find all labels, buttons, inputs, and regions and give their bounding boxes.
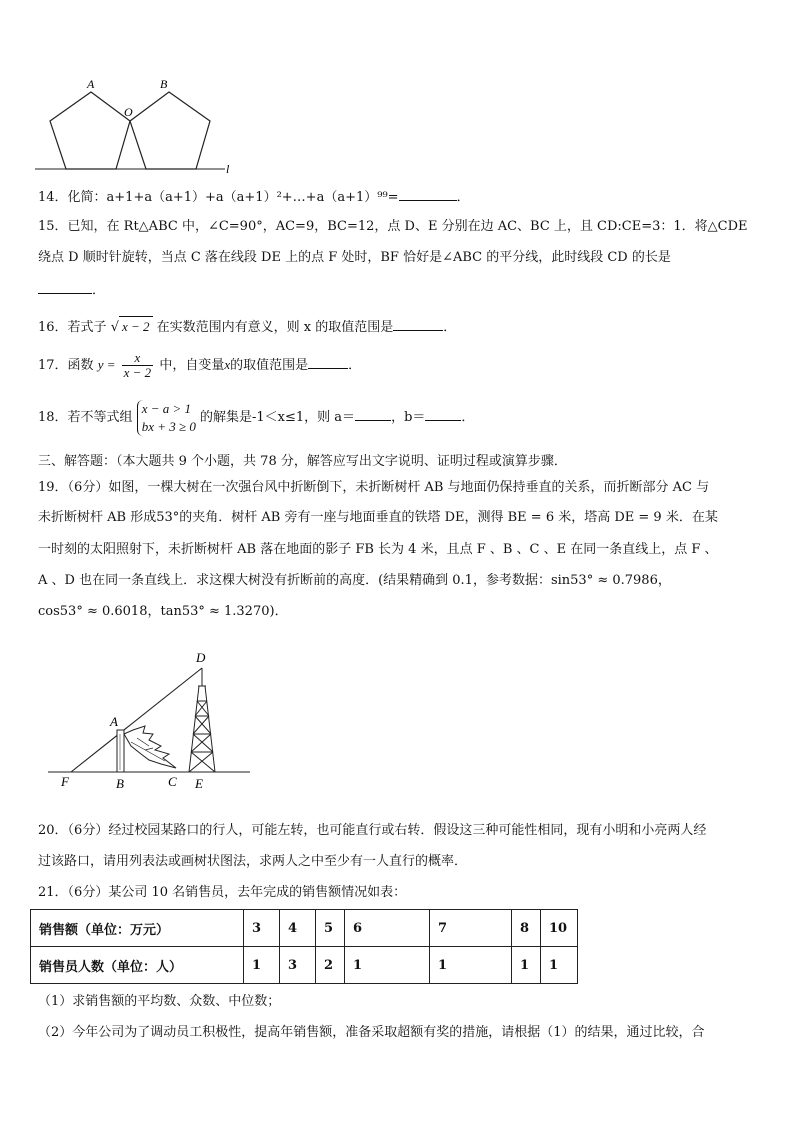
- question-19-line5: cos53° ≈ 0.6018，tan53° ≈ 1.3270)．: [38, 604, 288, 619]
- question-18: 18．若不等式组 x − a > 1 bx + 3 ≥ 0 的解集是-1＜x≤1，则 a＝ ，b＝ ．: [38, 400, 475, 434]
- table-cell: 5: [316, 910, 345, 947]
- table-cell: 1: [541, 947, 578, 984]
- question-15-line2: 绕点 D 顺时针旋转，当点 C 落在线段 DE 上的点 F 处时，BF 恰好是∠ABC 的平分线，此时线段 CD 的长是: [38, 250, 671, 265]
- sales-table: [30, 909, 578, 984]
- question-19-line3: 一时刻的太阳照射下，未折断树杆 AB 落在地面的影子 FB 长为 4 米，且点 F 、B 、C 、E 在同一条直线上，点 F 、: [38, 542, 718, 557]
- table-cell: 8: [512, 910, 541, 947]
- radicand: x − 2: [119, 316, 153, 337]
- question-19-line4: A 、D 也在同一条直线上．求这棵大树没有折断前的高度．(结果精确到 0.1，参考数据：sin53° ≈ 0.7986，: [38, 573, 671, 588]
- label-F: F: [61, 774, 69, 789]
- question-14: 14．化简：a+1+a（a+1）+a（a+1）²+…+a（a+1）⁹⁹= ．: [38, 186, 764, 208]
- label-l: l: [226, 162, 230, 176]
- table-cell: 10: [541, 910, 578, 947]
- table-cell: 1: [345, 947, 430, 984]
- question-19-line2: 未折断树杆 AB 形成53°的夹角．树杆 AB 旁有一座与地面垂直的铁塔 DE，测得 BE = 6 米，塔高 DE = 9 米．在某: [38, 510, 718, 525]
- question-15-line1: 15．已知，在 Rt△ABC 中，∠C=90°，AC=9，BC=12，点 D、E 分别在边 AC、BC 上，且 CD:CE=3：1．将△CDE: [38, 219, 748, 234]
- table-cell: 2: [316, 947, 345, 984]
- fallen-tree-top: [124, 726, 176, 768]
- sqrt-symbol: √: [110, 320, 119, 335]
- label-A: A: [110, 714, 118, 729]
- inequality-system: x − a > 1 bx + 3 ≥ 0: [137, 400, 196, 436]
- label-C: C: [168, 774, 177, 789]
- question-16: 16．若式子 √ x − 2 在实数范围内有意义，则 x 的取值范围是 ．: [38, 316, 764, 338]
- table-cell: 1: [244, 947, 280, 984]
- table-cell: 1: [512, 947, 541, 984]
- table-cell: 3: [280, 947, 316, 984]
- table-cell: 6: [345, 910, 430, 947]
- question-21-part2: （2）今年公司为了调动员工积极性，提高年销售额，准备采取超额有奖的措施，请根据（1）的结果，通过比较，合: [38, 1025, 705, 1040]
- question-21-intro: 21．（6分）某公司 10 名销售员，去年完成的销售额情况如表：: [38, 885, 407, 900]
- label-E: E: [195, 776, 203, 791]
- tower-icon: [189, 668, 215, 772]
- question-15-line3: ．: [38, 279, 764, 301]
- table-cell: 1: [430, 947, 512, 984]
- table-cell: 3: [244, 910, 280, 947]
- q14-text: 14．化简：a+1+a（a+1）+a（a+1）²+…+a（a+1）⁹⁹=: [38, 190, 399, 205]
- answer-blank: [308, 354, 348, 369]
- label-B: B: [116, 776, 124, 791]
- question-17: 17．函数 y = $\frac{x}{x - 2}$ 中，自变量x的取值范围是 ．: [38, 350, 362, 380]
- table-cell: 销售员人数（单位：人）: [31, 947, 244, 984]
- label-O: O: [124, 105, 133, 119]
- answer-blank: [399, 186, 457, 201]
- answer-blank: [38, 279, 92, 294]
- label-D: D: [196, 650, 206, 665]
- table-row: [31, 947, 578, 984]
- label-A: A: [87, 77, 95, 91]
- table-row: [31, 910, 578, 947]
- answer-blank: [393, 316, 443, 331]
- section-heading: 三、解答题：（本大题共 9 个小题，共 78 分，解答应写出文字说明、证明过程或演算步骤．: [38, 454, 567, 469]
- label-B: B: [160, 77, 168, 91]
- table-cell: 7: [430, 910, 512, 947]
- question-21-part1: （1）求销售额的平均数、众数、中位数；: [38, 994, 281, 1009]
- tree-trunk: [117, 730, 124, 772]
- question-19-line1: 19．（6分）如图，一棵大树在一次强台风中折断倒下，未折断树杆 AB 与地面仍保持垂直的关系，而折断部分 AC 与: [38, 480, 710, 495]
- question-20-line2: 过该路口，请用列表法或画树状图法，求两人之中至少有一人直行的概率．: [38, 854, 468, 869]
- fraction: $\frac{x}{x - 2}$: [123, 350, 152, 380]
- table-cell: 4: [280, 910, 316, 947]
- question-20-line1: 20．（6分）经过校园某路口的行人，可能左转，也可能直行或右转．假设这三种可能性相同，现有小明和小亮两人经: [38, 823, 707, 838]
- table-cell: 销售额（单位：万元）: [31, 910, 244, 947]
- pentagon-figure: [30, 76, 250, 176]
- tree-tower-figure: [45, 646, 260, 794]
